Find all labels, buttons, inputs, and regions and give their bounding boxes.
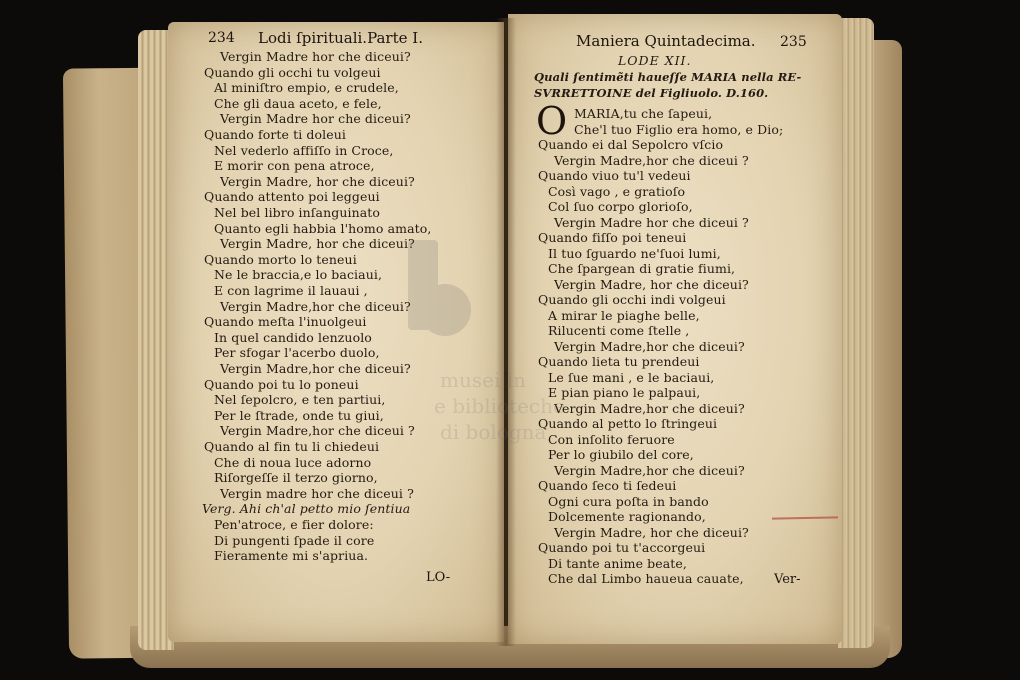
verse-line: Ne le braccia,e lo baciaui, [214, 267, 383, 283]
verse-line: Quando viuo tu'l vedeui [538, 168, 691, 183]
verse-line: Nel vederlo affiſſo in Croce, [214, 142, 394, 158]
lode-title: LODE XII. [618, 53, 692, 68]
right-page-number: 235 [780, 34, 807, 50]
verse-line: Vergin Madre, hor che diceui? [220, 173, 415, 189]
verse-line: Di tante anime beate, [548, 555, 687, 571]
verse-line: Vergin Madre hor che diceui? [220, 49, 411, 64]
verse-line: MARIA,tu che ſapeui, [574, 106, 713, 121]
verse-line: Quando ſeco ti ſedeui [538, 478, 677, 493]
verse-line: Quando gli occhi tu volgeui [204, 64, 381, 80]
verse-line: Pen'atroce, e fier dolore: [214, 517, 374, 532]
verse-line: Vergin Madre,hor che diceui ? [554, 152, 749, 168]
verse-line: E pian piano le palpaui, [548, 385, 701, 400]
verse-line: Quanto egli habbia l'homo amato, [214, 220, 432, 236]
verse-line: Per sfogar l'acerbo duolo, [214, 345, 380, 361]
verse-line: Riſorgeſſe il terzo giorno, [214, 470, 378, 486]
verse-line: Le ſue mani , e le baciaui, [548, 369, 715, 385]
verse-line: Quando al fin tu li chiedeui [204, 439, 380, 454]
verse-line: E morir con pena atroce, [214, 158, 375, 174]
verse-line: Quando lieta tu prendeui [538, 354, 700, 369]
verse-line: Quando poi tu lo poneui [204, 376, 359, 392]
left-page [168, 22, 504, 642]
verse-line: Vergin Madre, hor che diceui? [220, 236, 415, 252]
verse-line: Di pungenti ſpade il core [214, 532, 375, 548]
lode-heading-line-1: Quali ſentimẽti haueſſe MARIA nella RE- [534, 70, 802, 84]
verse-line: Quando ei dal Sepolcro vſcio [538, 137, 724, 152]
verse-line: Che di noua luce adorno [214, 454, 372, 470]
verse-line: Verg. Ahi ch'al petto mio ſentiua [202, 501, 411, 517]
verse-line: Che gli daua aceto, e fele, [214, 95, 382, 111]
verse-line: Vergin madre hor che diceui ? [220, 485, 414, 501]
verse-line: Quando fiſſo poi teneui [538, 230, 687, 245]
drop-cap: O [536, 99, 568, 143]
verse-line: Quando meſta l'inuolgeui [204, 314, 367, 330]
verse-line: In quel candido lenzuolo [214, 329, 372, 345]
verse-line: Che ſpargean di gratie fiumi, [548, 261, 736, 276]
lode-heading-line-2: SVRRETTOINE del Figliuolo. D.160. [534, 86, 769, 100]
verse-line: Nel ſepolcro, e ten partiui, [214, 392, 386, 408]
left-running-head: Lodi ſpirituali.Parte I. [258, 29, 423, 47]
verse-line: Il tuo ſguardo ne'ſuoi lumi, [548, 245, 721, 261]
verse-line: Per lo giubilo del core, [548, 447, 694, 462]
verse-line: Così vago , e gratioſo [548, 183, 686, 199]
right-page [508, 14, 842, 644]
book-gutter [496, 18, 516, 646]
verse-line: Dolcemente ragionando, [548, 509, 706, 524]
verse-line: Al miniſtro empio, e crudele, [214, 80, 399, 96]
verse-line: Quando morto lo teneui [204, 251, 357, 267]
right-catchword: Ver- [774, 572, 801, 587]
page-edges-right [838, 18, 874, 648]
verse-line: Vergin Madre,hor che diceui? [554, 400, 745, 416]
verse-line: Che'l tuo Figlio era homo, e Dio; [574, 121, 784, 137]
verse-line: Vergin Madre hor che diceui? [220, 111, 411, 127]
verse-line: Vergin Madre,hor che diceui? [554, 338, 745, 354]
verse-line: Fieramente mi s'apriua. [214, 548, 369, 564]
verse-line: Rilucenti come ſtelle , [548, 323, 690, 338]
verse-line: Vergin Madre, hor che diceui? [554, 524, 749, 540]
verse-line: Vergin Madre,hor che diceui ? [220, 423, 415, 439]
verse-line: Per le ſtrade, onde tu giui, [214, 407, 384, 423]
verse-line: Nel bel libro inſanguinato [214, 205, 381, 220]
verse-line: Vergin Madre hor che diceui ? [554, 214, 749, 230]
verse-line: Che dal Limbo haueua cauate, [548, 571, 744, 586]
verse-line: Quando forte ti doleui [204, 127, 346, 142]
verse-line: Quando attento poi leggeui [204, 189, 380, 205]
verse-line: Vergin Madre,hor che diceui? [220, 361, 411, 376]
verse-line: Con inſolito feruore [548, 431, 675, 447]
left-catchword: LO- [426, 570, 451, 585]
verse-line: A mirar le piaghe belle, [548, 307, 700, 323]
verse-line: Quando al petto lo ſtringeui [538, 416, 718, 431]
verse-line: Quando gli occhi indi volgeui [538, 292, 726, 307]
verse-line: Vergin Madre,hor che diceui? [220, 298, 411, 314]
verse-line: Vergin Madre,hor che diceui? [554, 462, 745, 478]
verse-line: Quando poi tu t'accorgeui [538, 540, 706, 555]
verse-line: E con lagrime il lauaui , [214, 283, 368, 298]
verse-line: Ogni cura poſta in bando [548, 493, 709, 509]
left-page-number: 234 [208, 30, 235, 46]
right-running-head: Maniera Quintadecima. [576, 32, 756, 50]
verse-line: Vergin Madre, hor che diceui? [554, 276, 749, 292]
verse-line: Col ſuo corpo glorioſo, [548, 199, 693, 214]
